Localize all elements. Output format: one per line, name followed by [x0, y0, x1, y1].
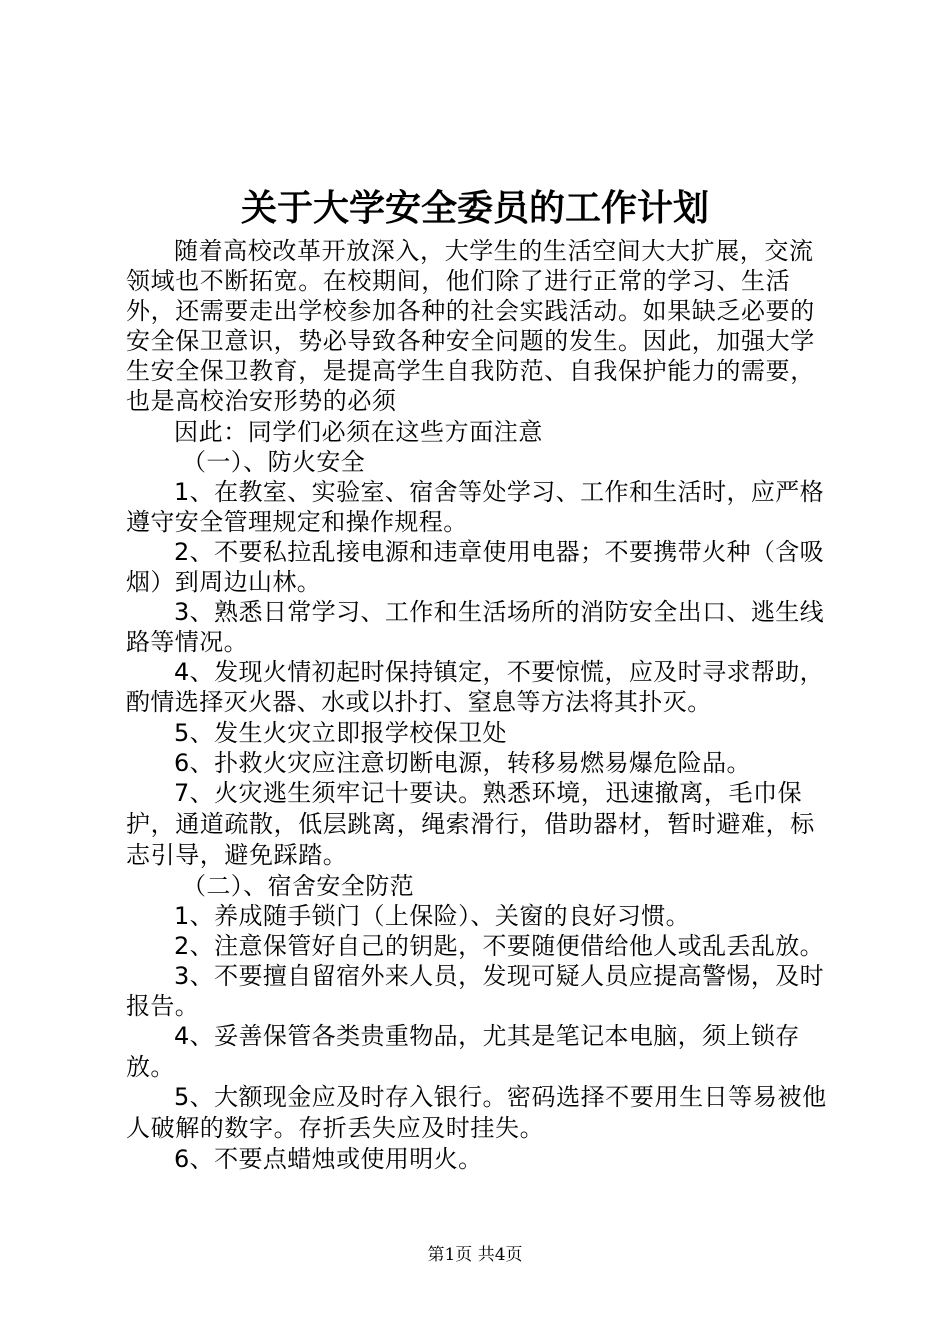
dorm-safety-item-3: 3、不要擅自留宿外来人员，发现可疑人员应提高警惕，及时报告。 — [126, 962, 825, 1021]
fire-safety-item-7 — [126, 778, 838, 871]
fire-safety-item-7-detail: 熟悉环境，迅速撤离，毛巾保护，通道疏散，低层跳离，绳索滑行，借助器材，暂时避难，标志引导，避免踩踏。 — [126, 778, 815, 869]
document-title: 关于大学安全委员的工作计划 — [240, 188, 709, 229]
page-footer: 第1页 共4页 — [427, 1245, 523, 1265]
dorm-safety-item-5-detail: 密码选择不要用生日等易被他人破解的数字。存折丢失应及时挂失。 — [126, 1082, 827, 1142]
fire-safety-item-7-lead: 7、火灾逃生须牢记十要诀。 — [174, 778, 483, 807]
intro-paragraph: 随着高校改革开放深入，大学生的生活空间大大扩展，交流领域也不断拓宽。在校期间，他们除了进行正常的学习、生活外，还需要走出学校参加各种的社会实践活动。如果缺乏必要的安全保卫意识，势必导致各种安全问题的发生。因此，加强大学生安全保卫教育，是提高学生自我防范、自我保护能力的需要，也是高校治安形势的必须 — [126, 237, 815, 416]
fire-safety-item-5: 5、发生火灾立即报学校保卫处 — [174, 718, 507, 747]
fire-safety-item-6: 6、扑救火灾应注意切断电源，转移易燃易爆危险品。 — [174, 748, 751, 777]
lead-paragraph: 因此：同学们必须在这些方面注意 — [174, 417, 543, 446]
fire-safety-item-2: 2、不要私拉乱接电源和违章使用电器；不要携带火种（含吸烟）到周边山林。 — [126, 537, 825, 597]
section-heading-dorm-safety: （二）、宿舍安全防范 — [182, 871, 414, 900]
dorm-safety-item-2: 2、注意保管好自己的钥匙，不要随便借给他人或乱丢乱放。 — [174, 932, 825, 961]
section-heading-fire-safety: （一）、防火安全 — [182, 447, 366, 476]
fire-safety-item-4: 4、发现火情初起时保持镇定，不要惊慌，应及时寻求帮助，酌情选择灭火器、水或以扑打、窒息等方法将其扑灭。 — [126, 658, 825, 717]
dorm-safety-item-6: 6、不要点蜡烛或使用明火。 — [174, 1144, 483, 1173]
document-body — [126, 236, 838, 1174]
fire-safety-item-1: 1、在教室、实验室、宿舍等处学习、工作和生活时，应严格遵守安全管理规定和操作规程。 — [126, 477, 825, 536]
dorm-safety-item-1: 1、养成随手锁门（上保险）、关窗的良好习惯。 — [174, 902, 691, 931]
dorm-safety-item-4: 4、妥善保管各类贵重物品，尤其是笔记本电脑，须上锁存放。 — [126, 1022, 800, 1081]
dorm-safety-item-5 — [126, 1082, 838, 1144]
fire-safety-item-3: 3、熟悉日常学习、工作和生活场所的消防安全出口、逃生线路等情况。 — [126, 598, 825, 657]
dorm-safety-item-5-lead: 5、大额现金应及时存入银行。 — [174, 1082, 507, 1111]
